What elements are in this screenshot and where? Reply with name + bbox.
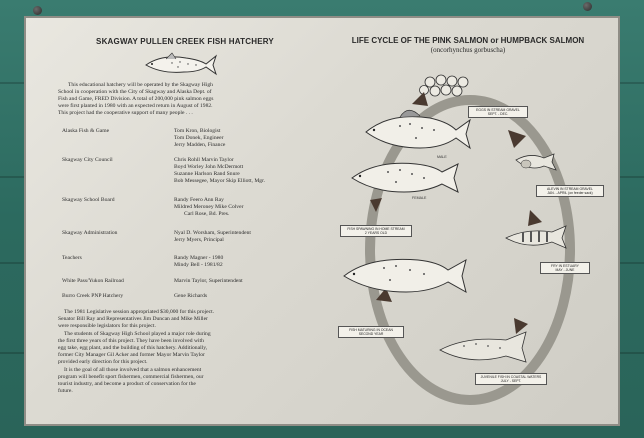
directory-line: Tom Kron, Biologist [174, 128, 221, 134]
directory-entry [62, 157, 312, 187]
directory-label: Burro Creek PNP Hatchery [62, 293, 124, 299]
paragraph-line: program will benefit sport fishermen, commercial fishermen, our [58, 373, 204, 380]
male-label: MALE [437, 155, 447, 159]
directory-label: Skagway Administration [62, 230, 118, 236]
caption-line: ALEVIN IN STREAM GRAVEL [547, 187, 593, 191]
directory-line: Chris Rohll Marvin Taylor [174, 157, 234, 163]
directory-line: Tom Donek, Engineer [174, 135, 224, 141]
paragraph-line: were responsible legislators for this project. [58, 322, 156, 329]
directory-line: Carl Rose, Bd. Pres. [184, 211, 230, 217]
intro-line: were first planted in 1980 with an expected return in August of 1982. [58, 103, 213, 109]
juvenile-caption [475, 373, 547, 385]
goal-paragraph [58, 367, 316, 395]
salmon-logo-icon [142, 50, 218, 80]
intro-paragraph [58, 82, 314, 117]
directory-entry [62, 230, 312, 246]
ocean-caption [338, 326, 404, 338]
fry-icon [506, 226, 566, 248]
paragraph-line: It is the goal of all those involved that a salmon enhancement [64, 367, 202, 373]
intro-line: Fish and Game, FRED Division. A total of 200,000 pink salmon eggs [58, 96, 214, 102]
caption-line: MAY - JUNE [555, 268, 575, 273]
directory-line: Gene Richards [174, 293, 208, 299]
caption-line: JULY - SEPT. [500, 379, 522, 384]
caption-line: SEPT. - DEC. [487, 112, 509, 117]
spawning-caption [340, 225, 412, 237]
hatchery-title: SKAGWAY PULLEN CREEK FISH HATCHERY [96, 37, 274, 46]
directory-line: Boyd Worley John McDermott [174, 164, 244, 170]
paragraph-line: The students of Skagway High School played a major role during [64, 331, 211, 337]
caption-line: EGGS IN STREAM GRAVEL [476, 108, 520, 112]
paragraph-line: the first three years of this project. They have been involved with [58, 337, 204, 344]
female-label: FEMALE [412, 196, 427, 200]
intro-line: This project had the cooperative support of many people . . . [58, 110, 193, 116]
directory-line: Mindy Bell - 1981/82 [174, 262, 223, 268]
paragraph-line: Senator Bill Ray and Representatives Jim Duncan and Mike Miller [58, 315, 208, 322]
directory-label: White Pass/Yukon Railroad [62, 278, 124, 284]
directory-line: Suzanne Harlson Rand Snure [174, 171, 240, 177]
paragraph-line: The 1981 Legislative session appropriated $30,000 for this project. [64, 309, 215, 315]
fry-caption [540, 262, 590, 274]
paragraph-line: future. [58, 387, 73, 394]
ocean-salmon-icon [344, 259, 466, 292]
alevin-icon [516, 154, 556, 170]
directory-entry [62, 255, 312, 271]
male-salmon-icon [366, 110, 470, 148]
eggs-caption [468, 106, 528, 118]
students-paragraph [58, 331, 316, 366]
intro-line: School in cooperation with the City of Skagway and Alaska Dept. of [58, 89, 212, 95]
caption-line: JAN. - APRIL (on feeder sack) [547, 191, 593, 196]
paragraph-line: tourist industry, and become a product of conservation for the [58, 380, 196, 387]
alevin-caption [536, 185, 604, 197]
screw [33, 6, 42, 15]
caption-line: SECOND YEAR [358, 332, 384, 337]
life-cycle-title: LIFE CYCLE OF THE PINK SALMON or HUMPBACK SALMON [351, 36, 585, 45]
directory-label: Alaska Fish & Game [62, 128, 110, 134]
paragraph-line: egg take, egg plant, and the building of this hatchery. Additionally, [58, 344, 208, 351]
directory-line: Mildred Meroney Mike Colver [174, 204, 244, 210]
caption-line: FISH SPAWNING IN HOME STREAM [347, 227, 405, 231]
directory-line: Jerry Myers, Principal [174, 237, 224, 243]
caption-line: FRY IN ESTUARY [551, 264, 579, 268]
directory-label: Skagway City Council [62, 157, 113, 163]
directory-entry [62, 293, 312, 301]
directory-line: Jerry Madden, Finance [174, 142, 226, 148]
legislation-paragraph [58, 309, 316, 330]
caption-line: JUVENILE FISH IN COASTAL WATERS [480, 375, 542, 379]
screw [583, 2, 592, 11]
directory-line: Bob Messegee, Mayor Skip Elliott, Mgr. [174, 178, 266, 184]
paragraph-line: provided early direction for this project. [58, 358, 148, 365]
caption-line: 2 YEARS OLD [364, 231, 388, 236]
directory-entry [62, 197, 312, 219]
directory-line: Marvin Taylor, Superintendent [174, 278, 243, 284]
female-salmon-icon [352, 163, 458, 192]
directory-line: Randy Feero Ann Ray [174, 197, 224, 203]
intro-line: This educational hatchery will be operated by the Skagway High [68, 82, 213, 88]
directory-label: Teachers [62, 255, 82, 261]
directory-entry [62, 278, 312, 286]
life-cycle-subtitle: (oncorhynchus gorbuscha) [430, 46, 506, 54]
paragraph-line: former City Manager Gil Acker and former Mayor Marvin Taylor [58, 351, 205, 358]
juvenile-salmon-icon [440, 332, 526, 362]
caption-line: FISH MATURING IN OCEAN [349, 328, 393, 332]
directory-line: Randy Magner - 1980 [174, 255, 224, 261]
directory-entry [62, 128, 312, 152]
eggs-icon [420, 75, 469, 96]
directory-label: Skagway School Board [62, 197, 115, 203]
directory-line: Nyal D. Worsham, Superintendent [174, 230, 251, 236]
